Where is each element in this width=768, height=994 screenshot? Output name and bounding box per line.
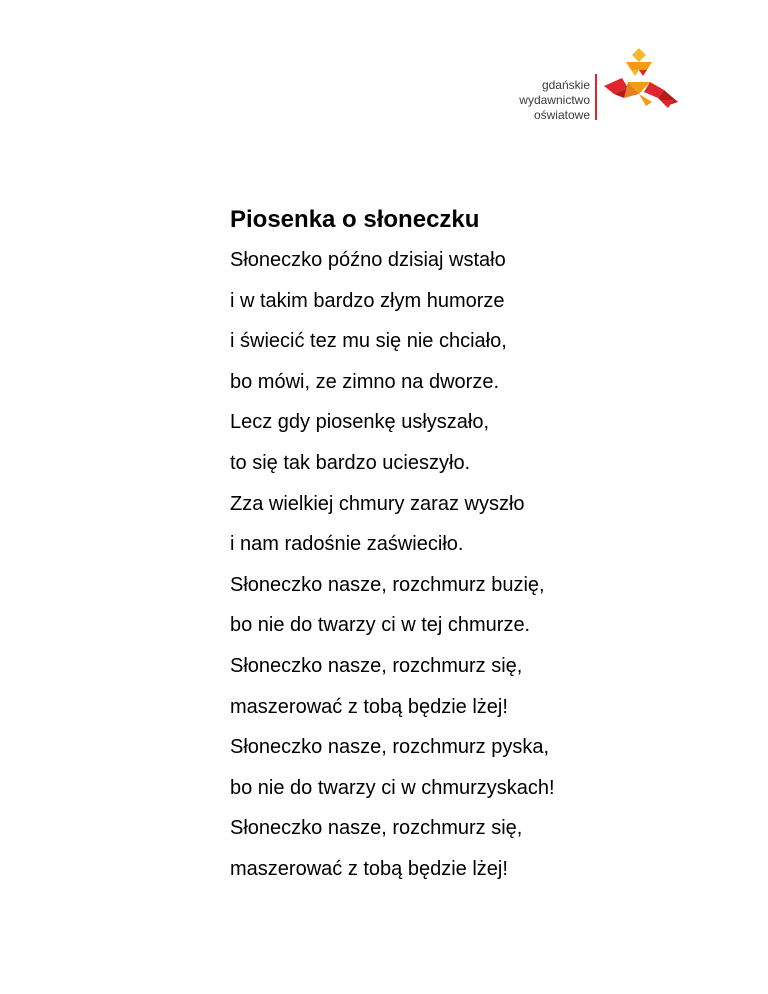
poem-line: Słoneczko późno dzisiaj wstało [230, 249, 506, 271]
poem-line: Zza wielkiej chmury zaraz wyszło [230, 492, 525, 515]
publisher-header [470, 74, 680, 124]
poem-line: Słoneczko nasze, rozchmurz się, [230, 654, 523, 677]
poem-line: bo nie do twarzy ci w tej chmurze. [230, 614, 531, 637]
poem-line: Lecz gdy piosenkę usłyszało, [230, 411, 490, 434]
gdanskie-wydawnictwo-oswiatowe-logo-icon [602, 48, 680, 112]
poem [230, 200, 690, 890]
poem-line: maszerować z tobą będzie lżej! [230, 857, 508, 880]
poem-lines [230, 240, 690, 890]
poem-line: Słoneczko nasze, rozchmurz się, [230, 817, 523, 840]
poem-line: i świecić tez mu się nie chciało, [230, 330, 507, 353]
poem-line: bo mówi, ze zimno na dworze. [230, 370, 500, 393]
poem-line: bo nie do twarzy ci w chmurzyskach! [230, 776, 555, 799]
publisher-name-line-3: oświatowe [533, 108, 590, 122]
poem-line: i nam radośnie zaświeciło. [230, 533, 464, 556]
publisher-name [470, 78, 590, 123]
poem-line: maszerować z tobą będzie lżej! [230, 695, 508, 718]
poem-line: Słoneczko nasze, rozchmurz buzię, [230, 573, 545, 596]
publisher-name-line-1: gdańskie [541, 78, 590, 92]
poem-line: Słoneczko nasze, rozchmurz pyska, [230, 736, 550, 759]
poem-line: to się tak bardzo ucieszyło. [230, 451, 471, 474]
poem-line: i w takim bardzo złym humorze [230, 289, 505, 312]
publisher-divider [595, 74, 597, 120]
poem-title: Piosenka o słoneczku [230, 206, 480, 233]
publisher-name-line-2: wydawnictwo [519, 93, 590, 107]
